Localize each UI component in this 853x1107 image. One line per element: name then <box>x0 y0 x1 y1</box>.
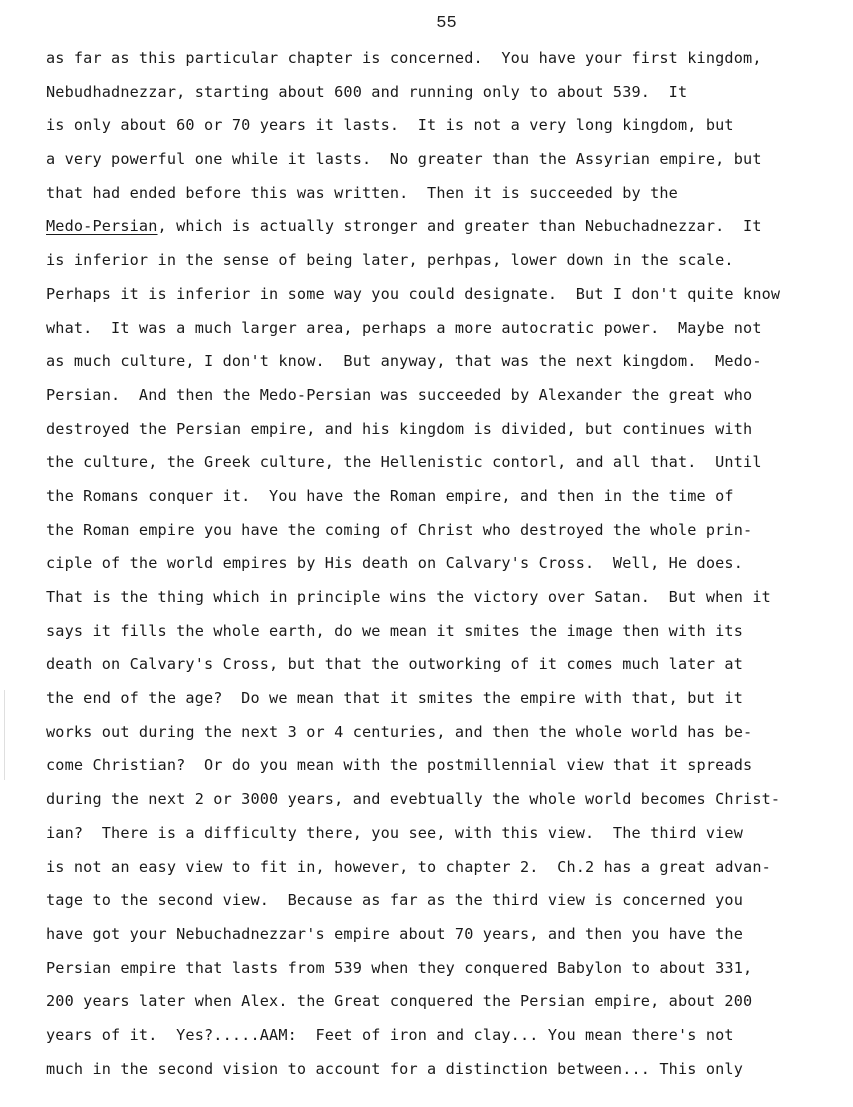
text-line: is inferior in the sense of being later, perhpas, lower down in the scale. <box>46 251 734 270</box>
text-line: as much culture, I don't know. But anyway, that was the next kingdom. Medo- <box>46 352 762 371</box>
text-line: the Romans conquer it. You have the Roman empire, and then in the time of <box>46 486 734 505</box>
text-line: a very powerful one while it lasts. No greater than the Assyrian empire, but <box>46 150 762 169</box>
text-line: Persian empire that lasts from 539 when they conquered Babylon to about 331, <box>46 958 753 977</box>
text-line: the Roman empire you have the coming of Christ who destroyed the whole prin- <box>46 520 753 539</box>
text-line: the end of the age? Do we mean that it smites the empire with that, but it <box>46 689 744 708</box>
text-line: is only about 60 or 70 years it lasts. It is not a very long kingdom, but <box>46 116 734 135</box>
text-line: Nebudhadnezzar, starting about 600 and running only to about 539. It <box>46 82 688 101</box>
text-line: that had ended before this was written. Then it is succeeded by the <box>46 183 678 202</box>
text-line: Persian. And then the Medo-Persian was succeeded by Alexander the great who <box>46 385 753 404</box>
text-line: much in the second vision to account for a distinction between... This only <box>46 1059 744 1078</box>
text-line: ciple of the world empires by His death on Calvary's Cross. Well, He does. <box>46 554 744 573</box>
text-line: destroyed the Persian empire, and his kingdom is divided, but continues with <box>46 419 753 438</box>
text-line: tage to the second view. Because as far as the third view is concerned you <box>46 891 744 910</box>
text-line: 200 years later when Alex. the Great conquered the Persian empire, about 200 <box>46 992 753 1011</box>
text-line: says it fills the whole earth, do we mean it smites the image then with its <box>46 621 744 640</box>
page-number: 55 <box>436 14 457 33</box>
text-line: works out during the next 3 or 4 centuries, and then the whole world has be- <box>46 722 753 741</box>
text-line-rest: , which is actually stronger and greater than Nebuchadnezzar. It <box>157 217 762 236</box>
text-line: is not an easy view to fit in, however, to chapter 2. Ch.2 has a great advan- <box>46 857 771 876</box>
body-text <box>46 42 846 1086</box>
text-line: during the next 2 or 3000 years, and evebtually the whole world becomes Christ- <box>46 790 781 809</box>
text-line: Perhaps it is inferior in some way you could designate. But I don't quite know <box>46 284 781 303</box>
text-line: years of it. Yes?.....AAM: Feet of iron and clay... You mean there's not <box>46 1025 734 1044</box>
text-line: come Christian? Or do you mean with the postmillennial view that it spreads <box>46 756 753 775</box>
text-line: the culture, the Greek culture, the Hellenistic contorl, and all that. Until <box>46 453 762 472</box>
text-line: what. It was a much larger area, perhaps a more autocratic power. Maybe not <box>46 318 762 337</box>
margin-mark <box>4 690 5 780</box>
text-line: ian? There is a difficulty there, you see, with this view. The third view <box>46 823 744 842</box>
text-line <box>46 210 846 244</box>
text-line: That is the thing which in principle wins the victory over Satan. But when it <box>46 588 771 606</box>
text-line: have got your Nebuchadnezzar's empire about 70 years, and then you have the <box>46 924 744 943</box>
text-line: as far as this particular chapter is concerned. You have your first kingdom, <box>46 49 762 67</box>
underlined-term: Medo-Persian <box>46 217 158 236</box>
text-line: death on Calvary's Cross, but that the outworking of it comes much later at <box>46 655 744 674</box>
